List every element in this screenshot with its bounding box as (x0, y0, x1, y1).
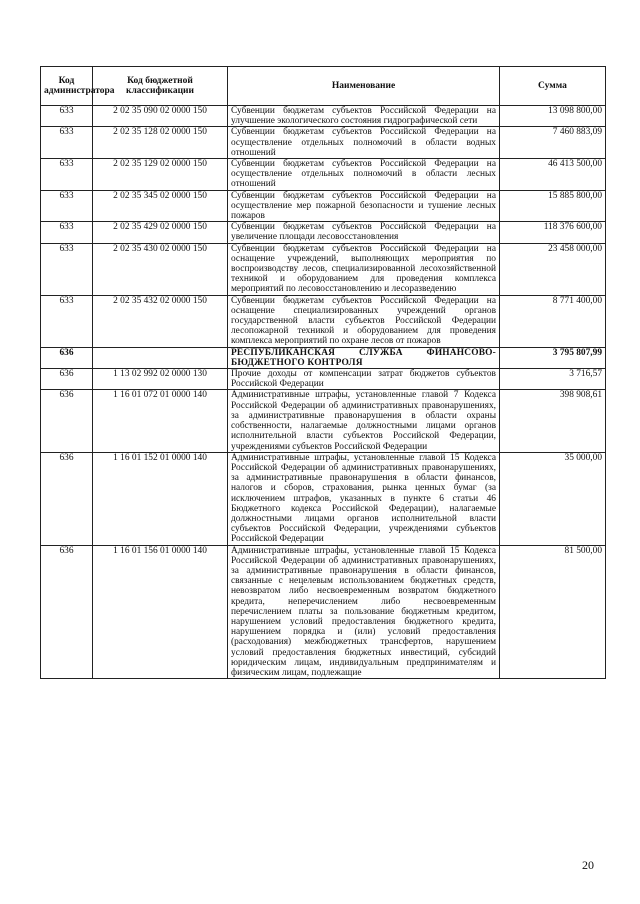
cell-sum: 3 716,57 (500, 369, 606, 390)
cell-sum: 35 000,00 (500, 452, 606, 545)
cell-administrator-code: 633 (41, 295, 93, 347)
cell-budget-classification-code (93, 347, 228, 368)
cell-name: Прочие доходы от компенсации затрат бюджетов субъектов Российской Федерации (228, 369, 500, 390)
cell-sum: 81 500,00 (500, 545, 606, 679)
cell-sum: 7 460 883,09 (500, 127, 606, 159)
cell-administrator-code: 633 (41, 159, 93, 191)
table-row (41, 106, 606, 127)
table-row (41, 190, 606, 222)
cell-administrator-code: 633 (41, 222, 93, 243)
header-budget-classification-code: Код бюджетной классификации (93, 67, 228, 106)
table-body (41, 106, 606, 679)
cell-name: Субвенции бюджетам субъектов Российской Федерации на увеличение площади лесовосстановления (228, 222, 500, 243)
budget-revenue-table (40, 66, 606, 679)
cell-administrator-code: 636 (41, 452, 93, 545)
cell-name: Субвенции бюджетам субъектов Российской Федерации на оснащение учреждений, выполняющих мероприятия по воспроизводству лесов, специализированной лесохозяйственной техникой и оборудованием для проведения комплекса мероприятий по лесовосстановлению и лесоразведению (228, 243, 500, 295)
cell-name: Субвенции бюджетам субъектов Российской Федерации на оснащение специализированных учреждений органов государственной власти субъектов Российской Федерации лесопожарной техникой и оборудованием для проведения комплекса мероприятий по охране лесов от пожаров (228, 295, 500, 347)
cell-administrator-code: 633 (41, 190, 93, 222)
table-row (41, 295, 606, 347)
table-row (41, 369, 606, 390)
table-header-row (41, 67, 606, 106)
cell-administrator-code: 636 (41, 390, 93, 452)
cell-sum: 118 376 600,00 (500, 222, 606, 243)
cell-budget-classification-code: 1 16 01 152 01 0000 140 (93, 452, 228, 545)
cell-sum: 8 771 400,00 (500, 295, 606, 347)
header-name: Наименование (228, 67, 500, 106)
cell-sum: 46 413 500,00 (500, 159, 606, 191)
table-row (41, 243, 606, 295)
cell-name: Субвенции бюджетам субъектов Российской Федерации на осуществление отдельных полномочий в области водных отношений (228, 127, 500, 159)
cell-budget-classification-code: 1 16 01 072 01 0000 140 (93, 390, 228, 452)
cell-administrator-code: 636 (41, 545, 93, 679)
header-administrator-code: Код администратора (41, 67, 93, 106)
cell-budget-classification-code: 2 02 35 128 02 0000 150 (93, 127, 228, 159)
table-row (41, 390, 606, 452)
table-row (41, 452, 606, 545)
cell-sum: 15 885 800,00 (500, 190, 606, 222)
cell-administrator-code: 633 (41, 127, 93, 159)
cell-name: Субвенции бюджетам субъектов Российской Федерации на осуществление мер пожарной безопасности и тушение лесных пожаров (228, 190, 500, 222)
cell-administrator-code: 633 (41, 243, 93, 295)
cell-sum: 398 908,61 (500, 390, 606, 452)
cell-sum: 23 458 000,00 (500, 243, 606, 295)
cell-budget-classification-code: 2 02 35 345 02 0000 150 (93, 190, 228, 222)
table-row (41, 545, 606, 679)
cell-sum: 13 098 800,00 (500, 106, 606, 127)
table-row (41, 347, 606, 368)
cell-name: РЕСПУБЛИКАНСКАЯ СЛУЖБА ФИНАНСОВО-БЮДЖЕТНОГО КОНТРОЛЯ (228, 347, 500, 368)
table-row (41, 127, 606, 159)
cell-administrator-code: 636 (41, 369, 93, 390)
cell-budget-classification-code: 1 16 01 156 01 0000 140 (93, 545, 228, 679)
cell-name: Административные штрафы, установленные главой 7 Кодекса Российской Федерации об административных правонарушениях, за административные правонарушения в области охраны собственности, налагаемые должностными лицами органов исполнительной власти субъектов Российской Федерации, учреждениями субъектов Российской Федерации (228, 390, 500, 452)
table-row (41, 159, 606, 191)
cell-budget-classification-code: 2 02 35 090 02 0000 150 (93, 106, 228, 127)
cell-name: Субвенции бюджетам субъектов Российской Федерации на осуществление отдельных полномочий в области лесных отношений (228, 159, 500, 191)
cell-budget-classification-code: 2 02 35 129 02 0000 150 (93, 159, 228, 191)
cell-budget-classification-code: 2 02 35 429 02 0000 150 (93, 222, 228, 243)
cell-name: Субвенции бюджетам субъектов Российской Федерации на улучшение экологического состояния гидрографической сети (228, 106, 500, 127)
cell-budget-classification-code: 2 02 35 430 02 0000 150 (93, 243, 228, 295)
header-sum: Сумма (500, 67, 606, 106)
cell-name: Административные штрафы, установленные главой 15 Кодекса Российской Федерации об административных правонарушениях, за административные правонарушения в области финансов, связанные с нецелевым использованием бюджетных средств, невозвратом либо несвоевременным возвратом бюджетного кредита, неперечислением либо несвоевременным перечислением платы за пользование бюджетным кредитом, нарушением условий предоставления бюджетного кредита, нарушением порядка и (или) условий предоставления (расходования) межбюджетных трансфертов, нарушением условий предоставления бюджетных инвестиций, субсидий юридическим лицам, индивидуальным предпринимателям и физическим лицам, подлежащие (228, 545, 500, 679)
page-number: 20 (582, 858, 594, 872)
cell-budget-classification-code: 1 13 02 992 02 0000 130 (93, 369, 228, 390)
budget-revenue-table-sheet (40, 66, 605, 679)
cell-name: Административные штрафы, установленные главой 15 Кодекса Российской Федерации об административных правонарушениях, за административные правонарушения в области финансов, налогов и сборов, страхования, рынка ценных бумаг (за исключением штрафов, указанных в пункте 6 статьи 46 Бюджетного кодекса Российской Федерации), налагаемые должностными лицами органов исполнительной власти субъектов Российской Федерации, учреждениями субъектов Российской Федерации (228, 452, 500, 545)
cell-administrator-code: 633 (41, 106, 93, 127)
table-row (41, 222, 606, 243)
cell-budget-classification-code: 2 02 35 432 02 0000 150 (93, 295, 228, 347)
cell-administrator-code: 636 (41, 347, 93, 368)
cell-sum: 3 795 807,99 (500, 347, 606, 368)
